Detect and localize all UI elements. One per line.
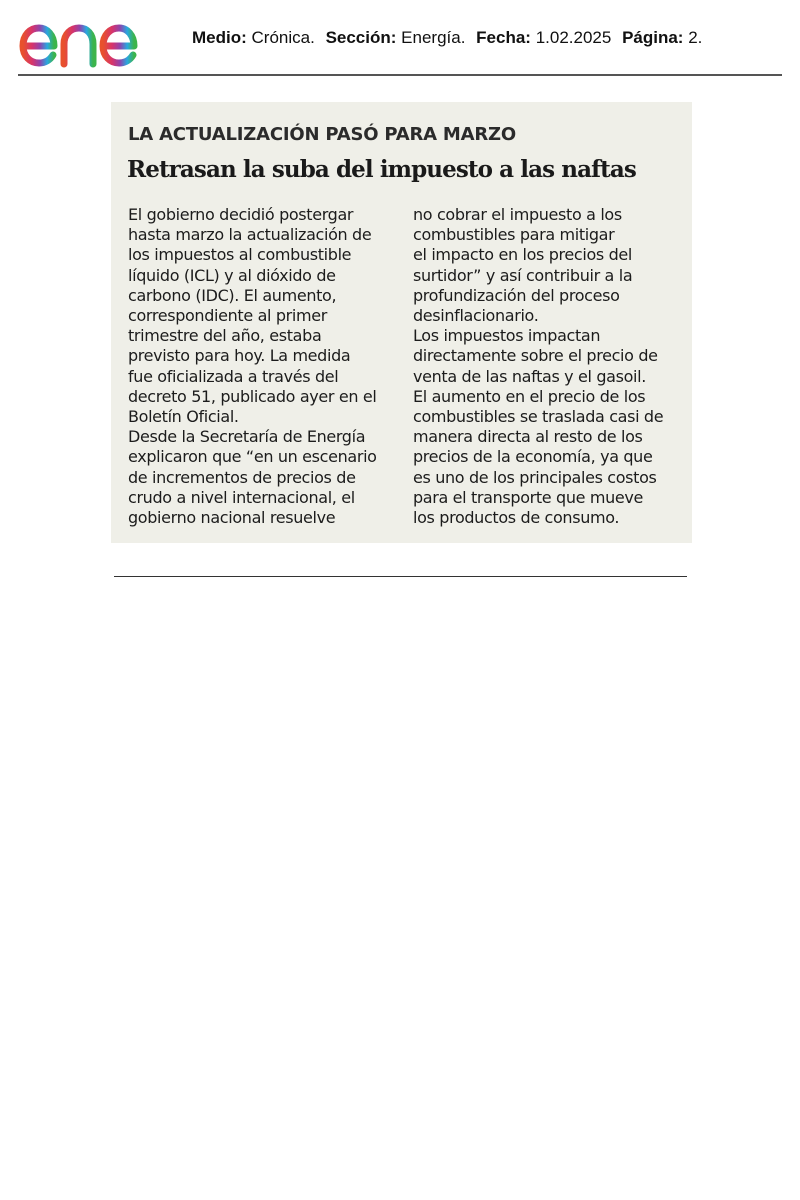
article-line: desinflacionario. bbox=[413, 306, 539, 326]
clipping-header bbox=[18, 8, 782, 74]
article-line: fue oficializada a través del bbox=[128, 366, 339, 386]
article-column-left bbox=[128, 205, 398, 528]
article-line: los impuestos al combustible bbox=[128, 245, 352, 265]
pagina-label: Página: bbox=[622, 28, 684, 47]
article-line: los productos de consumo. bbox=[413, 508, 620, 528]
article-line: líquido (ICL) y al dióxido de bbox=[128, 265, 336, 285]
footer-divider bbox=[114, 576, 687, 577]
article-line: correspondiente al primer bbox=[128, 306, 327, 326]
article-line: profundización del proceso bbox=[413, 285, 620, 305]
article-headline: Retrasan la suba del impuesto a las naftas bbox=[127, 156, 636, 183]
article-line: gobierno nacional resuelve bbox=[128, 508, 336, 528]
article-line: venta de las naftas y el gasoil. bbox=[413, 366, 646, 386]
article-line: El aumento en el precio de los bbox=[413, 386, 646, 406]
enel-logo bbox=[18, 8, 170, 70]
medio-value: Crónica. bbox=[251, 28, 315, 47]
article-line: no cobrar el impuesto a los bbox=[413, 205, 622, 224]
newspaper-clipping bbox=[111, 102, 692, 543]
pagina-value: 2. bbox=[688, 28, 703, 47]
article-line: de incrementos de precios de bbox=[128, 467, 356, 487]
clipping-metadata bbox=[192, 28, 702, 48]
seccion-label: Sección: bbox=[325, 28, 397, 47]
fecha-value: 1.02.2025 bbox=[535, 28, 612, 47]
article-line: crudo a nivel internacional, el bbox=[128, 487, 355, 507]
article-line: es uno de los principales costos bbox=[413, 467, 657, 487]
article-line: manera directa al resto de los bbox=[413, 427, 643, 447]
article-line: directamente sobre el precio de bbox=[413, 346, 658, 366]
article-line: carbono (IDC). El aumento, bbox=[128, 285, 337, 305]
medio-label: Medio: bbox=[192, 28, 247, 47]
article-line: combustibles para mitigar bbox=[413, 225, 615, 245]
article-column-right bbox=[413, 205, 688, 528]
article-line: El gobierno decidió postergar bbox=[128, 205, 354, 224]
article-line: previsto para hoy. La medida bbox=[128, 346, 351, 366]
article-line: Los impuestos impactan bbox=[413, 326, 601, 346]
article-line: el impacto en los precios del bbox=[413, 245, 633, 265]
article-line: Desde la Secretaría de Energía bbox=[128, 427, 366, 447]
article-line: trimestre del año, estaba bbox=[128, 326, 322, 346]
article-kicker: LA ACTUALIZACIÓN PASÓ PARA MARZO bbox=[128, 124, 516, 145]
article-line: combustibles se traslada casi de bbox=[413, 407, 664, 427]
header-divider bbox=[18, 74, 782, 76]
seccion-value: Energía. bbox=[401, 28, 466, 47]
article-line: hasta marzo la actualización de bbox=[128, 225, 372, 245]
fecha-label: Fecha: bbox=[476, 28, 531, 47]
article-line: surtidor” y así contribuir a la bbox=[413, 265, 633, 285]
article-line: explicaron que “en un escenario bbox=[128, 447, 377, 467]
article-line: Boletín Oficial. bbox=[128, 407, 239, 427]
article-line: precios de la economía, ya que bbox=[413, 447, 653, 467]
article-line: para el transporte que mueve bbox=[413, 487, 643, 507]
article-line: decreto 51, publicado ayer en el bbox=[128, 386, 377, 406]
